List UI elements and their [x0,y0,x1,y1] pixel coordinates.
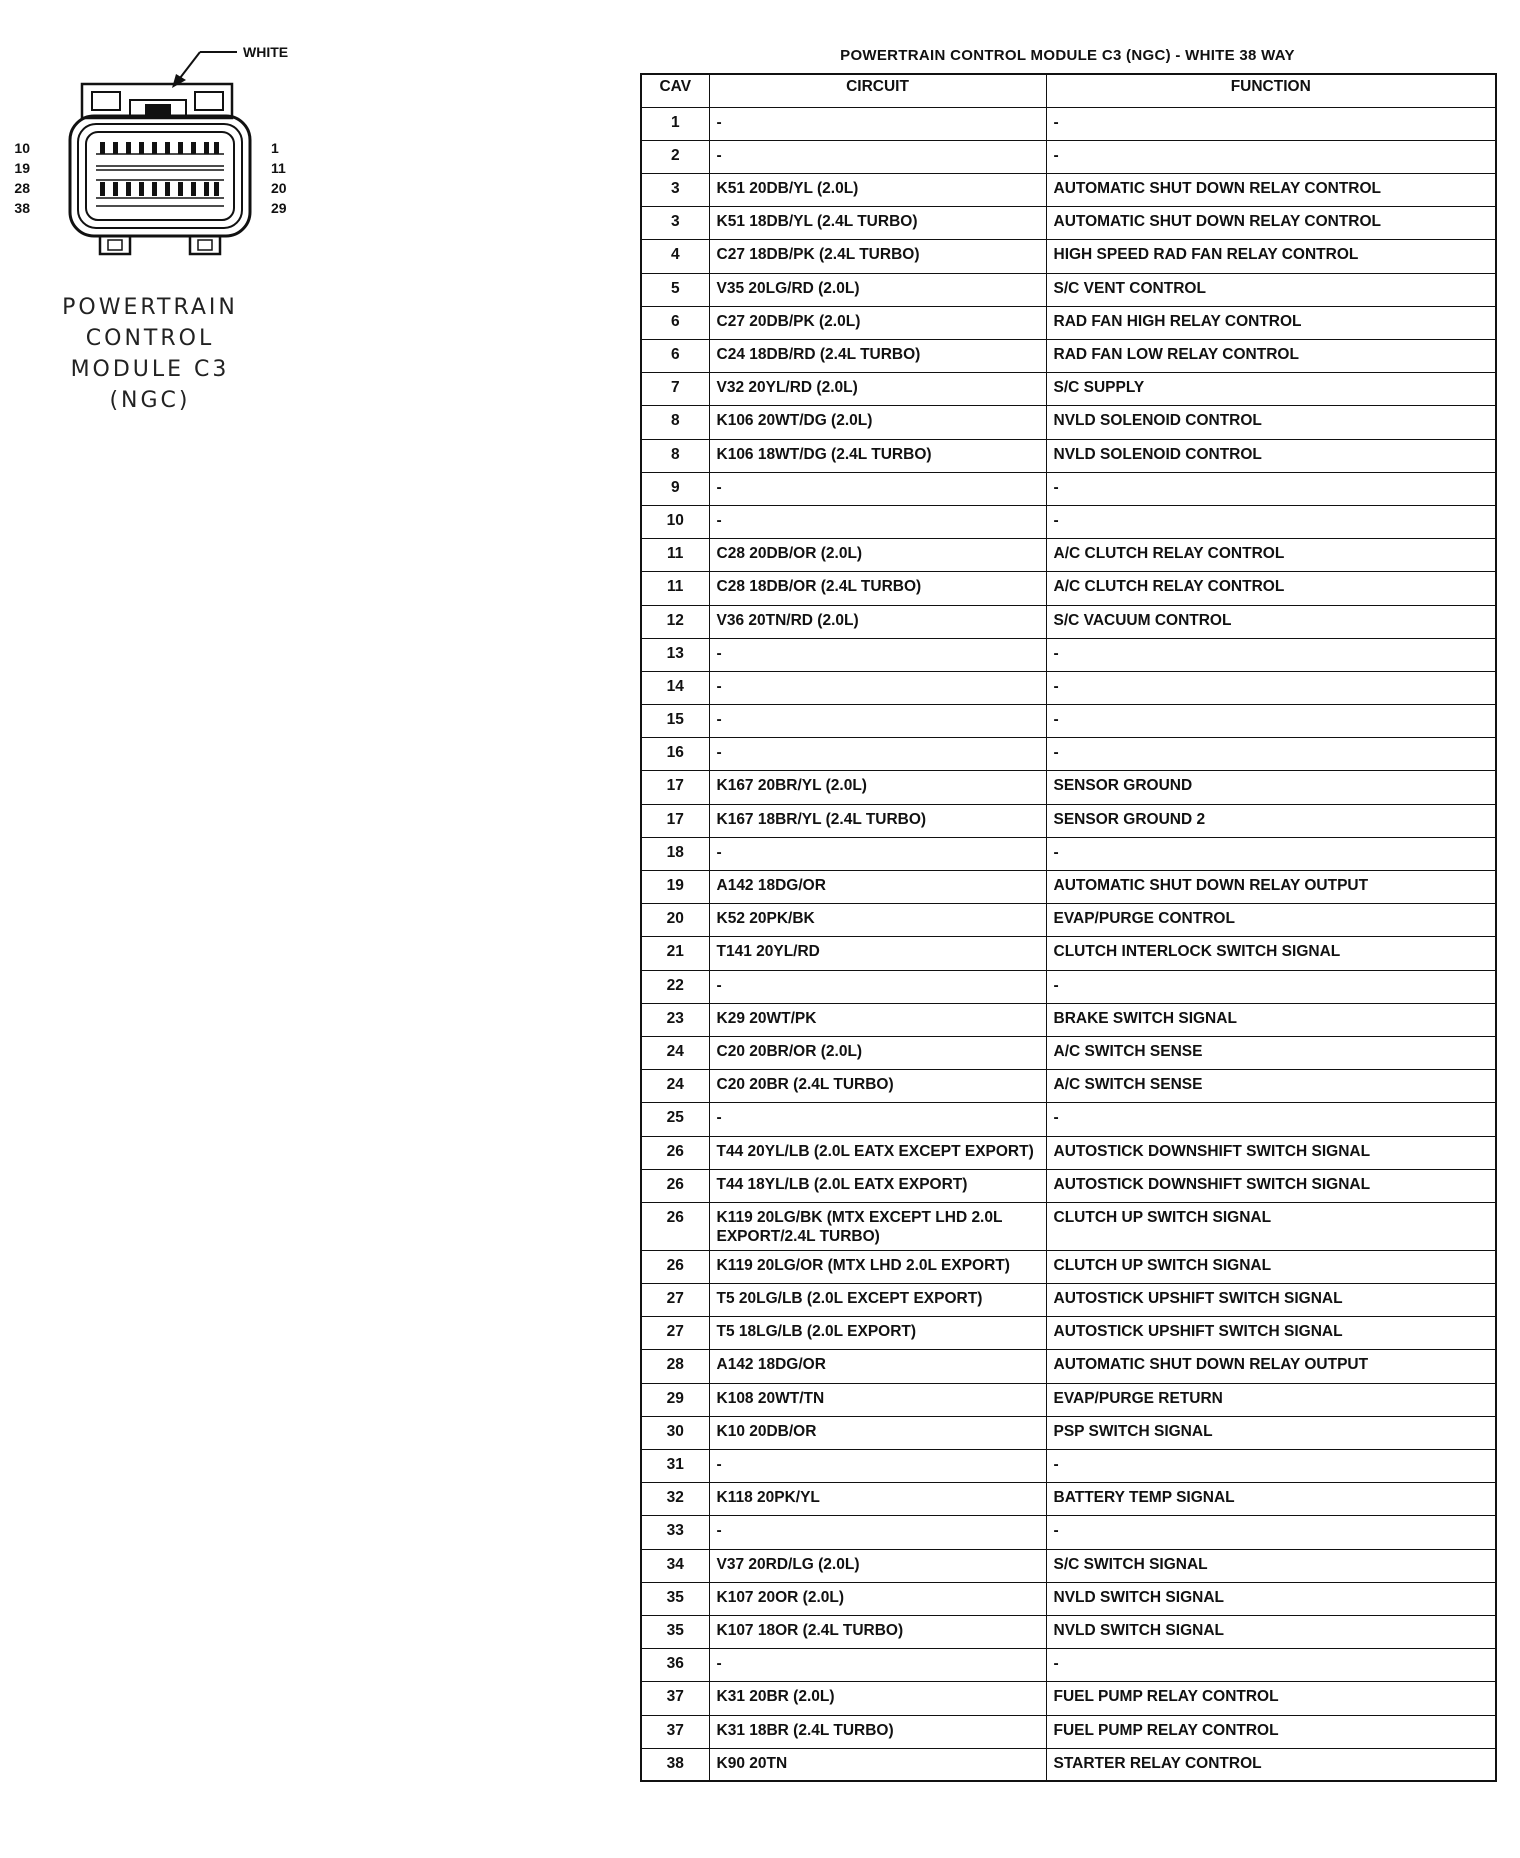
cav-cell: 27 [641,1284,709,1317]
header-cav: CAV [641,74,709,107]
circuit-cell: - [709,472,1046,505]
circuit-cell: C27 18DB/PK (2.4L TURBO) [709,240,1046,273]
table-row [641,1416,1496,1449]
cav-cell: 19 [641,871,709,904]
function-cell: CLUTCH UP SWITCH SIGNAL [1046,1250,1496,1283]
function-cell: CLUTCH INTERLOCK SWITCH SIGNAL [1046,937,1496,970]
function-cell: - [1046,970,1496,1003]
table-header-row [641,74,1496,107]
connector-caption [40,292,260,416]
circuit-cell: V36 20TN/RD (2.0L) [709,605,1046,638]
cav-cell: 12 [641,605,709,638]
function-cell: HIGH SPEED RAD FAN RELAY CONTROL [1046,240,1496,273]
caption-line: CONTROL [85,326,215,351]
circuit-cell: - [709,107,1046,140]
function-cell: NVLD SOLENOID CONTROL [1046,406,1496,439]
function-cell: AUTOMATIC SHUT DOWN RELAY CONTROL [1046,207,1496,240]
caption-line: POWERTRAIN [62,295,238,320]
circuit-cell: A142 18DG/OR [709,871,1046,904]
table-row [641,1715,1496,1748]
circuit-cell: T5 18LG/LB (2.0L EXPORT) [709,1317,1046,1350]
function-cell: S/C SWITCH SIGNAL [1046,1549,1496,1582]
function-cell: BRAKE SWITCH SIGNAL [1046,1003,1496,1036]
function-cell: EVAP/PURGE CONTROL [1046,904,1496,937]
cav-cell: 10 [641,505,709,538]
table-row [641,1070,1496,1103]
circuit-cell: - [709,837,1046,870]
circuit-cell: V32 20YL/RD (2.0L) [709,373,1046,406]
table-row [641,1103,1496,1136]
table-row [641,406,1496,439]
cav-cell: 16 [641,738,709,771]
cav-cell: 8 [641,439,709,472]
circuit-cell: C28 20DB/OR (2.0L) [709,539,1046,572]
cav-cell: 5 [641,273,709,306]
table-row [641,1284,1496,1317]
pin-label-right-1: 1 [271,140,279,156]
circuit-cell: T44 20YL/LB (2.0L EATX EXCEPT EXPORT) [709,1136,1046,1169]
circuit-cell: K90 20TN [709,1748,1046,1781]
cav-cell: 4 [641,240,709,273]
header-circuit: CIRCUIT [709,74,1046,107]
connector-color-label: WHITE [243,44,289,60]
table-row [641,1549,1496,1582]
cav-cell: 6 [641,340,709,373]
table-row [641,472,1496,505]
table-row [641,1383,1496,1416]
circuit-cell: - [709,1516,1046,1549]
table-row [641,1250,1496,1283]
table-row [641,306,1496,339]
cav-cell: 15 [641,705,709,738]
table-body [641,107,1496,1781]
table-row [641,1748,1496,1781]
function-cell: - [1046,1450,1496,1483]
table-row [641,1202,1496,1250]
function-cell: BATTERY TEMP SIGNAL [1046,1483,1496,1516]
function-cell: - [1046,505,1496,538]
table-row [641,207,1496,240]
cav-cell: 25 [641,1103,709,1136]
circuit-cell: K51 20DB/YL (2.0L) [709,174,1046,207]
cav-cell: 21 [641,937,709,970]
circuit-cell: K10 20DB/OR [709,1416,1046,1449]
cav-cell: 6 [641,306,709,339]
cav-cell: 3 [641,174,709,207]
cav-cell: 22 [641,970,709,1003]
circuit-cell: - [709,1649,1046,1682]
table-row [641,605,1496,638]
circuit-cell: K167 20BR/YL (2.0L) [709,771,1046,804]
cav-cell: 24 [641,1070,709,1103]
table-row [641,1169,1496,1202]
circuit-cell: C27 20DB/PK (2.0L) [709,306,1046,339]
circuit-cell: - [709,970,1046,1003]
cav-cell: 34 [641,1549,709,1582]
table-row [641,638,1496,671]
cav-cell: 20 [641,904,709,937]
function-cell: - [1046,1649,1496,1682]
cav-cell: 29 [641,1383,709,1416]
function-cell: FUEL PUMP RELAY CONTROL [1046,1682,1496,1715]
function-cell: PSP SWITCH SIGNAL [1046,1416,1496,1449]
function-cell: NVLD SWITCH SIGNAL [1046,1615,1496,1648]
circuit-cell: C28 18DB/OR (2.4L TURBO) [709,572,1046,605]
circuit-cell: - [709,1450,1046,1483]
cav-cell: 11 [641,539,709,572]
circuit-cell: V37 20RD/LG (2.0L) [709,1549,1046,1582]
cav-cell: 13 [641,638,709,671]
cav-cell: 17 [641,771,709,804]
cav-cell: 26 [641,1202,709,1250]
cav-cell: 26 [641,1250,709,1283]
cav-cell: 35 [641,1582,709,1615]
function-cell: - [1046,671,1496,704]
cav-cell: 8 [641,406,709,439]
function-cell: A/C SWITCH SENSE [1046,1036,1496,1069]
table-row [641,505,1496,538]
circuit-cell: K167 18BR/YL (2.4L TURBO) [709,804,1046,837]
function-cell: EVAP/PURGE RETURN [1046,1383,1496,1416]
circuit-cell: K31 20BR (2.0L) [709,1682,1046,1715]
function-cell: AUTOSTICK DOWNSHIFT SWITCH SIGNAL [1046,1136,1496,1169]
circuit-cell: - [709,738,1046,771]
function-cell: AUTOSTICK DOWNSHIFT SWITCH SIGNAL [1046,1169,1496,1202]
pin-label-left-1: 10 [14,140,30,156]
cav-cell: 28 [641,1350,709,1383]
function-cell: AUTOMATIC SHUT DOWN RELAY CONTROL [1046,174,1496,207]
cav-cell: 26 [641,1136,709,1169]
function-cell: - [1046,705,1496,738]
table-row [641,1350,1496,1383]
function-cell: - [1046,140,1496,173]
function-cell: RAD FAN HIGH RELAY CONTROL [1046,306,1496,339]
cav-cell: 37 [641,1682,709,1715]
table-row [641,871,1496,904]
caption-line: MODULE C3 [70,357,230,382]
table-row [641,705,1496,738]
circuit-cell: A142 18DG/OR [709,1350,1046,1383]
cav-cell: 23 [641,1003,709,1036]
pin-label-right-4: 29 [271,200,287,216]
circuit-cell: K29 20WT/PK [709,1003,1046,1036]
table-row [641,1450,1496,1483]
function-cell: A/C SWITCH SENSE [1046,1070,1496,1103]
circuit-cell: V35 20LG/RD (2.0L) [709,273,1046,306]
pin-label-right-2: 11 [271,160,286,176]
table-row [641,904,1496,937]
cav-cell: 38 [641,1748,709,1781]
function-cell: STARTER RELAY CONTROL [1046,1748,1496,1781]
header-function: FUNCTION [1046,74,1496,107]
circuit-cell: K106 20WT/DG (2.0L) [709,406,1046,439]
table-row [641,273,1496,306]
circuit-cell: C24 18DB/RD (2.4L TURBO) [709,340,1046,373]
function-cell: - [1046,837,1496,870]
circuit-cell: K52 20PK/BK [709,904,1046,937]
table-row [641,140,1496,173]
connector-diagram [0,30,320,450]
function-cell: CLUTCH UP SWITCH SIGNAL [1046,1202,1496,1250]
table-row [641,539,1496,572]
function-cell: A/C CLUTCH RELAY CONTROL [1046,539,1496,572]
table-row [641,1136,1496,1169]
function-cell: AUTOSTICK UPSHIFT SWITCH SIGNAL [1046,1317,1496,1350]
cav-cell: 2 [641,140,709,173]
cav-cell: 36 [641,1649,709,1682]
cav-cell: 32 [641,1483,709,1516]
table-row [641,738,1496,771]
circuit-cell: K118 20PK/YL [709,1483,1046,1516]
cav-cell: 26 [641,1169,709,1202]
table-row [641,804,1496,837]
table-row [641,373,1496,406]
cav-cell: 31 [641,1450,709,1483]
circuit-cell: T5 20LG/LB (2.0L EXCEPT EXPORT) [709,1284,1046,1317]
cav-cell: 27 [641,1317,709,1350]
circuit-cell: - [709,671,1046,704]
function-cell: S/C VENT CONTROL [1046,273,1496,306]
function-cell: S/C VACUUM CONTROL [1046,605,1496,638]
pin-label-left-4: 38 [14,200,30,216]
table-row [641,1036,1496,1069]
function-cell: - [1046,1103,1496,1136]
cav-cell: 18 [641,837,709,870]
function-cell: S/C SUPPLY [1046,373,1496,406]
table-row [641,107,1496,140]
table-row [641,1003,1496,1036]
table-row [641,1317,1496,1350]
cav-cell: 24 [641,1036,709,1069]
pinout-table [640,73,1497,1782]
circuit-cell: - [709,1103,1046,1136]
pin-label-left-3: 28 [14,180,30,196]
table-row [641,671,1496,704]
circuit-cell: T44 18YL/LB (2.0L EATX EXPORT) [709,1169,1046,1202]
circuit-cell: - [709,140,1046,173]
function-cell: FUEL PUMP RELAY CONTROL [1046,1715,1496,1748]
function-cell: AUTOMATIC SHUT DOWN RELAY OUTPUT [1046,1350,1496,1383]
circuit-cell: K108 20WT/TN [709,1383,1046,1416]
table-row [641,937,1496,970]
function-cell: SENSOR GROUND 2 [1046,804,1496,837]
cav-cell: 9 [641,472,709,505]
circuit-cell: K107 20OR (2.0L) [709,1582,1046,1615]
table-row [641,1682,1496,1715]
circuit-cell: K51 18DB/YL (2.4L TURBO) [709,207,1046,240]
circuit-cell: K31 18BR (2.4L TURBO) [709,1715,1046,1748]
table-row [641,837,1496,870]
table-row [641,1649,1496,1682]
function-cell: - [1046,107,1496,140]
function-cell: SENSOR GROUND [1046,771,1496,804]
table-row [641,1615,1496,1648]
table-row [641,1516,1496,1549]
circuit-cell: K119 20LG/OR (MTX LHD 2.0L EXPORT) [709,1250,1046,1283]
function-cell: RAD FAN LOW RELAY CONTROL [1046,340,1496,373]
cav-cell: 1 [641,107,709,140]
cav-cell: 14 [641,671,709,704]
circuit-cell: K107 18OR (2.4L TURBO) [709,1615,1046,1648]
circuit-cell: K106 18WT/DG (2.4L TURBO) [709,439,1046,472]
circuit-cell: C20 20BR/OR (2.0L) [709,1036,1046,1069]
table-row [641,174,1496,207]
function-cell: - [1046,738,1496,771]
circuit-cell: K119 20LG/BK (MTX EXCEPT LHD 2.0L EXPORT/2.4L TURBO) [709,1202,1046,1250]
table-row [641,1582,1496,1615]
function-cell: NVLD SWITCH SIGNAL [1046,1582,1496,1615]
circuit-cell: - [709,705,1046,738]
function-cell: - [1046,638,1496,671]
cav-cell: 3 [641,207,709,240]
cav-cell: 7 [641,373,709,406]
function-cell: - [1046,472,1496,505]
function-cell: AUTOMATIC SHUT DOWN RELAY OUTPUT [1046,871,1496,904]
cav-cell: 37 [641,1715,709,1748]
circuit-cell: - [709,638,1046,671]
function-cell: NVLD SOLENOID CONTROL [1046,439,1496,472]
table-row [641,970,1496,1003]
cav-cell: 17 [641,804,709,837]
function-cell: AUTOSTICK UPSHIFT SWITCH SIGNAL [1046,1284,1496,1317]
table-row [641,771,1496,804]
circuit-cell: - [709,505,1046,538]
pin-label-left-2: 19 [14,160,30,176]
function-cell: A/C CLUTCH RELAY CONTROL [1046,572,1496,605]
table-title: POWERTRAIN CONTROL MODULE C3 (NGC) - WHITE 38 WAY [840,47,1295,64]
cav-cell: 11 [641,572,709,605]
cav-cell: 33 [641,1516,709,1549]
circuit-cell: T141 20YL/RD [709,937,1046,970]
table-row [641,439,1496,472]
caption-line: (NGC) [109,388,191,413]
cav-cell: 35 [641,1615,709,1648]
table-row [641,340,1496,373]
table-row [641,1483,1496,1516]
circuit-cell: C20 20BR (2.4L TURBO) [709,1070,1046,1103]
pin-label-right-3: 20 [271,180,287,196]
table-row [641,240,1496,273]
cav-cell: 30 [641,1416,709,1449]
table-row [641,572,1496,605]
function-cell: - [1046,1516,1496,1549]
